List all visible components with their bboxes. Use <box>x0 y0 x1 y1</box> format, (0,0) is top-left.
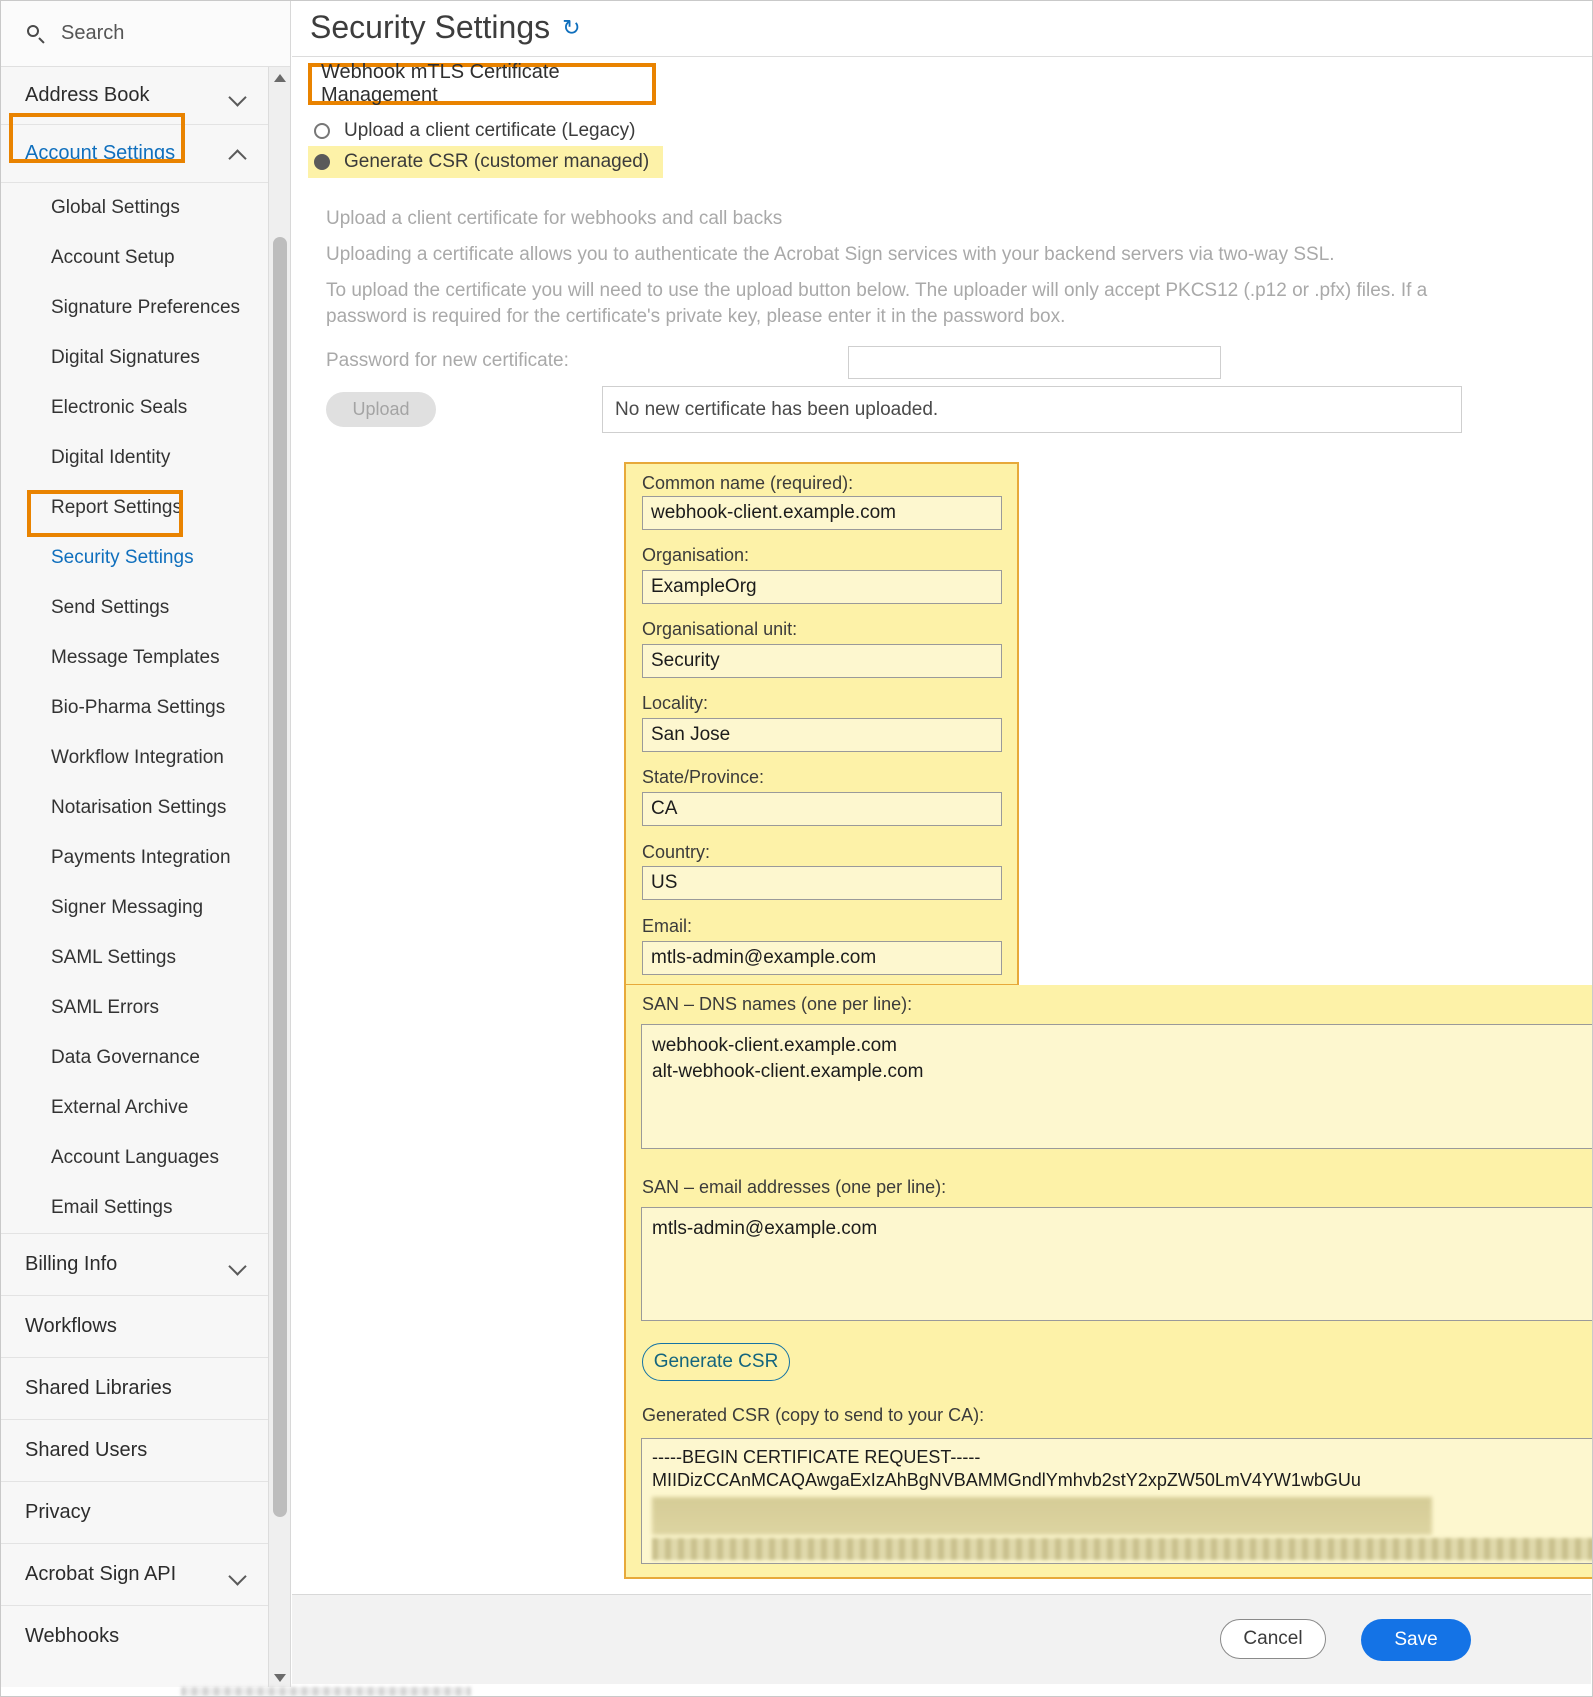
radio-selected-icon <box>314 154 330 170</box>
sidebar-item-saml-settings[interactable] <box>1 933 269 983</box>
save-button[interactable]: Save <box>1361 1619 1471 1661</box>
sidebar-item-account-languages[interactable] <box>1 1133 269 1183</box>
sidebar-item-external-archive[interactable] <box>1 1083 269 1133</box>
sidebar-item-billing-info[interactable] <box>1 1233 269 1295</box>
organisation-label: Organisation: <box>642 545 750 565</box>
sidebar-item-label: Report Settings <box>51 497 182 518</box>
locality-label: Locality: <box>642 693 709 713</box>
san-dns-field[interactable] <box>641 1024 1593 1149</box>
state-province-field[interactable] <box>642 792 1002 826</box>
page-title <box>310 9 584 46</box>
sidebar-group-label: Address Book <box>25 84 150 106</box>
state-province-label: State/Province: <box>642 767 765 787</box>
sidebar-item-label: Account Setup <box>51 247 175 268</box>
sidebar-group-account-settings[interactable] <box>1 125 269 183</box>
chevron-up-icon <box>229 145 247 163</box>
sidebar-item-label: Webhooks <box>25 1625 120 1647</box>
common-name-field[interactable] <box>642 496 1002 530</box>
radio-generate-csr[interactable] <box>308 146 663 178</box>
sidebar-item-webhooks[interactable] <box>1 1605 269 1667</box>
sidebar-item-notarisation-settings[interactable] <box>1 783 269 833</box>
sidebar-item-digital-signatures[interactable] <box>1 333 269 383</box>
locality-field[interactable] <box>642 718 1002 752</box>
sidebar-group-address-book[interactable] <box>1 67 269 125</box>
sidebar-item-shared-libraries[interactable] <box>1 1357 269 1419</box>
sidebar-item-label: Shared Libraries <box>25 1377 172 1399</box>
scroll-down-arrow-icon[interactable] <box>269 1667 291 1689</box>
sidebar <box>1 1 291 1689</box>
sidebar-group-label: Account Settings <box>25 142 176 164</box>
sidebar-item-global-settings[interactable] <box>1 183 269 233</box>
sidebar-item-shared-users[interactable] <box>1 1419 269 1481</box>
sidebar-item-label: Data Governance <box>51 1047 200 1068</box>
sidebar-item-label: Shared Users <box>25 1439 148 1461</box>
radio-label: Upload a client certificate (Legacy) <box>344 120 636 141</box>
sidebar-item-security-settings[interactable] <box>1 533 269 583</box>
organisational-unit-field[interactable] <box>642 644 1002 678</box>
common-name-label: Common name (required): <box>642 473 854 493</box>
chevron-down-icon <box>229 1566 247 1584</box>
email-label: Email: <box>642 916 693 936</box>
sidebar-item-label: Bio-Pharma Settings <box>51 697 226 718</box>
sidebar-item-send-settings[interactable] <box>1 583 269 633</box>
sidebar-item-label: Digital Identity <box>51 447 171 468</box>
sidebar-item-bio-pharma-settings[interactable] <box>1 683 269 733</box>
sidebar-item-label: Workflow Integration <box>51 747 224 768</box>
sidebar-item-label: Workflows <box>25 1315 117 1337</box>
cancel-button[interactable]: Cancel <box>1220 1619 1326 1659</box>
sidebar-item-label: Security Settings <box>51 547 194 568</box>
sidebar-item-label: Acrobat Sign API <box>25 1563 177 1585</box>
radio-label: Generate CSR (customer managed) <box>344 151 650 172</box>
sidebar-item-label: SAML Settings <box>51 947 176 968</box>
sidebar-item-workflows[interactable] <box>1 1295 269 1357</box>
sidebar-item-payments-integration[interactable] <box>1 833 269 883</box>
sidebar-item-signature-preferences[interactable] <box>1 283 269 333</box>
redacted-bottom-text <box>181 1687 471 1696</box>
radio-upload-client-certificate[interactable] <box>308 115 635 147</box>
upload-button[interactable]: Upload <box>326 392 436 427</box>
sidebar-item-label: Message Templates <box>51 647 220 668</box>
search-input[interactable] <box>1 1 290 67</box>
sidebar-item-saml-errors[interactable] <box>1 983 269 1033</box>
sidebar-item-label: Notarisation Settings <box>51 797 227 818</box>
sidebar-item-label: Global Settings <box>51 197 180 218</box>
country-field[interactable] <box>642 866 1002 900</box>
sidebar-item-privacy[interactable] <box>1 1481 269 1543</box>
redacted-csr-block <box>652 1497 1432 1535</box>
sidebar-item-account-setup[interactable] <box>1 233 269 283</box>
sidebar-item-data-governance[interactable] <box>1 1033 269 1083</box>
sidebar-item-digital-identity[interactable] <box>1 433 269 483</box>
scroll-up-arrow-icon[interactable] <box>269 67 291 89</box>
upload-status: No new certificate has been uploaded. <box>602 386 1462 433</box>
sidebar-item-label: SAML Errors <box>51 997 160 1018</box>
sidebar-item-workflow-integration[interactable] <box>1 733 269 783</box>
footer-bar <box>292 1594 1591 1684</box>
sidebar-item-label: External Archive <box>51 1097 189 1118</box>
san-email-field[interactable] <box>641 1207 1593 1321</box>
section-title-text: Webhook mTLS Certificate Management <box>321 61 560 106</box>
password-field[interactable] <box>848 346 1221 379</box>
description-line-2: Uploading a certificate allows you to authenticate the Acrobat Sign services with your backend servers via two-way SSL. <box>326 244 1335 265</box>
redacted-csr-block-2 <box>652 1538 1593 1560</box>
generate-csr-button[interactable]: Generate CSR <box>642 1343 790 1381</box>
title-divider <box>292 56 1592 57</box>
sidebar-item-label: Electronic Seals <box>51 397 188 418</box>
country-label: Country: <box>642 842 711 862</box>
sidebar-item-label: Account Languages <box>51 1147 219 1168</box>
chevron-down-icon <box>229 87 247 105</box>
password-label: Password for new certificate: <box>326 350 569 371</box>
email-field[interactable] <box>642 941 1002 975</box>
sidebar-item-email-settings[interactable] <box>1 1183 269 1233</box>
description-line-3: To upload the certificate you will need to use the upload button below. The uploader will only accept PKCS12 (.p12 or .pfx) files. If a password is required for the certificate's private key, please enter it in the password box. <box>326 280 1428 327</box>
generated-csr-line-1: -----BEGIN CERTIFICATE REQUEST----- <box>652 1447 981 1467</box>
generated-csr-label: Generated CSR (copy to send to your CA): <box>642 1405 985 1425</box>
section-title <box>308 63 656 105</box>
search-icon <box>25 23 47 45</box>
search-placeholder: Search <box>61 22 125 44</box>
generated-csr-line-2: MIIDizCCAnMCAQAwgaExIzAhBgNVBAMMGndlYmhvb2stY2xpZW50LmV4YW1wbGUu <box>652 1470 1361 1490</box>
main-panel <box>292 1 1592 1696</box>
sidebar-item-label: Digital Signatures <box>51 347 200 368</box>
page-title-text: Security Settings <box>310 9 551 45</box>
sidebar-scrollbar-thumb[interactable] <box>273 237 287 1517</box>
san-email-label: SAN – email addresses (one per line): <box>642 1177 947 1197</box>
sidebar-item-report-settings[interactable] <box>1 483 269 533</box>
sidebar-nav <box>1 67 269 1689</box>
sidebar-item-label: Email Settings <box>51 1197 173 1218</box>
sidebar-item-acrobat-sign-api[interactable] <box>1 1543 269 1605</box>
sidebar-item-signer-messaging[interactable] <box>1 883 269 933</box>
san-dns-label: SAN – DNS names (one per line): <box>642 994 913 1014</box>
generated-csr-output[interactable] <box>641 1438 1593 1564</box>
organisation-field[interactable] <box>642 570 1002 604</box>
refresh-icon[interactable]: ↻ <box>562 14 581 40</box>
sidebar-item-label: Signer Messaging <box>51 897 204 918</box>
sidebar-item-label: Signature Preferences <box>51 297 241 318</box>
chevron-down-icon <box>229 1256 247 1274</box>
sidebar-item-message-templates[interactable] <box>1 633 269 683</box>
description-line-1: Upload a client certificate for webhooks and call backs <box>326 208 783 229</box>
organisational-unit-label: Organisational unit: <box>642 619 798 639</box>
sidebar-item-label: Billing Info <box>25 1253 118 1275</box>
sidebar-item-label: Send Settings <box>51 597 170 618</box>
sidebar-item-label: Privacy <box>25 1501 91 1523</box>
sidebar-scrollbar[interactable] <box>268 67 290 1689</box>
bottom-strip <box>1 1687 1592 1696</box>
sidebar-item-electronic-seals[interactable] <box>1 383 269 433</box>
sidebar-item-label: Payments Integration <box>51 847 231 868</box>
radio-icon <box>314 123 330 139</box>
